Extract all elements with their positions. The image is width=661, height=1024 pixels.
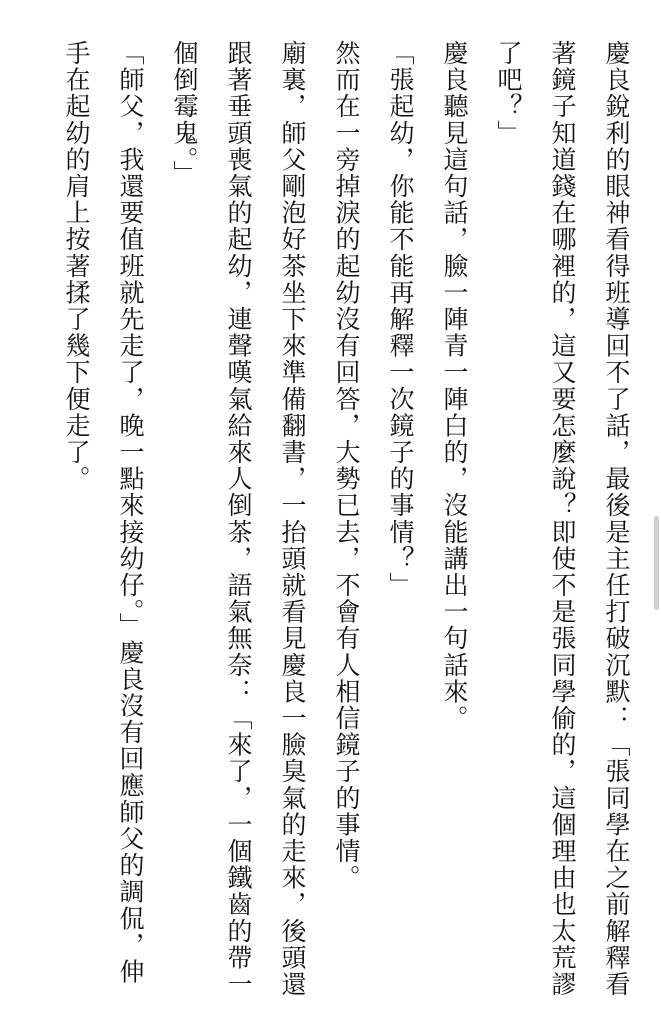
- paragraph-4: 然而在一旁掉淚的起幼沒有回答，大勢已去，不會有人相信鏡子的事情。: [332, 40, 361, 892]
- paragraph-6: 「師父，我還要值班就先走了，晚一點來接幼仔。」慶良沒有回應師父的調侃，伸手在起幼的肩上按著揉了幾下便走了。: [62, 40, 145, 986]
- novel-text: [49, 40, 643, 1000]
- scrollbar-thumb[interactable]: [654, 516, 659, 610]
- paragraph-1: 慶良銳利的眼神看得班導回不了話，最後是主任打破沉默：「張同學在之前解釋看著鏡子知道錢在哪裡的，這又要怎麼說？即使不是張同學偷的，這個理由也太荒謬了吧？」: [494, 40, 631, 998]
- paragraph-5: 廟裏，師父剛泡好茶坐下來準備翻書，一抬頭就看見慶良一臉臭氣的走來，後頭還跟著垂頭喪氣的起幼，連聲嘆氣給來人倒茶，語氣無奈：「來了，一個鐵齒的帶一個倒霉鬼。」: [170, 40, 307, 998]
- paragraph-2: 慶良聽見這句話，臉一陣青一陣白的，沒能講出一句話來。: [440, 40, 469, 732]
- paragraph-3: 「張起幼，你能不能再解釋一次鏡子的事情？」: [386, 40, 415, 599]
